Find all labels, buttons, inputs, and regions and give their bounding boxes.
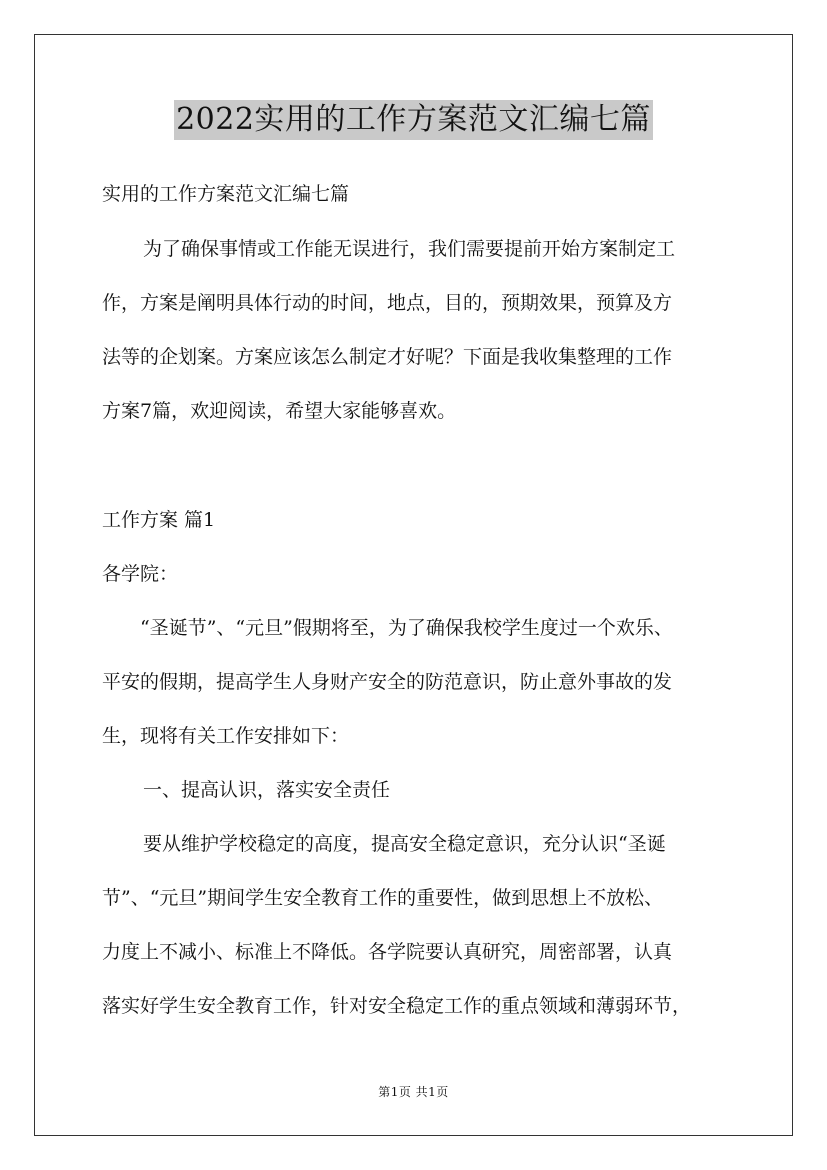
paragraph-line: 平安的假期，提高学生人身财产安全的防范意识，防止意外事故的发	[102, 671, 673, 693]
paragraph-line: 力度上不减小、标准上不降低。各学院要认真研究，周密部署，认真	[102, 941, 673, 963]
page-footer: 第1页 共1页	[378, 1085, 449, 1099]
document-title: 2022实用的工作方案范文汇编七篇	[174, 100, 653, 140]
section-heading: 工作方案 篇1	[102, 509, 216, 531]
subsection-heading: 一、提高认识，落实安全责任	[143, 779, 391, 801]
paragraph-line: 为了确保事情或工作能无误进行，我们需要提前开始方案制定工	[143, 238, 676, 260]
paragraph-line: 法等的企划案。方案应该怎么制定才好呢？下面是我收集整理的工作	[102, 346, 673, 368]
title-container	[0, 100, 827, 140]
paragraph-line: 生，现将有关工作安排如下：	[102, 725, 350, 747]
salutation: 各学院：	[102, 563, 179, 585]
paragraph-line: 方案7篇，欢迎阅读，希望大家能够喜欢。	[102, 400, 457, 422]
paragraph-line: 作，方案是阐明具体行动的时间，地点，目的，预期效果，预算及方	[102, 292, 673, 314]
paragraph-line: 节”、“元旦”期间学生安全教育工作的重要性，做到思想上不放松、	[102, 887, 664, 909]
paragraph-line: 要从维护学校稳定的高度，提高安全稳定意识，充分认识“圣诞	[143, 833, 666, 855]
paragraph-line: “圣诞节”、“元旦”假期将至，为了确保我校学生度过一个欢乐、	[140, 617, 673, 639]
paragraph-line: 落实好学生安全教育工作，针对安全稳定工作的重点领域和薄弱环节，	[102, 995, 692, 1017]
subtitle-line: 实用的工作方案范文汇编七篇	[102, 183, 350, 205]
